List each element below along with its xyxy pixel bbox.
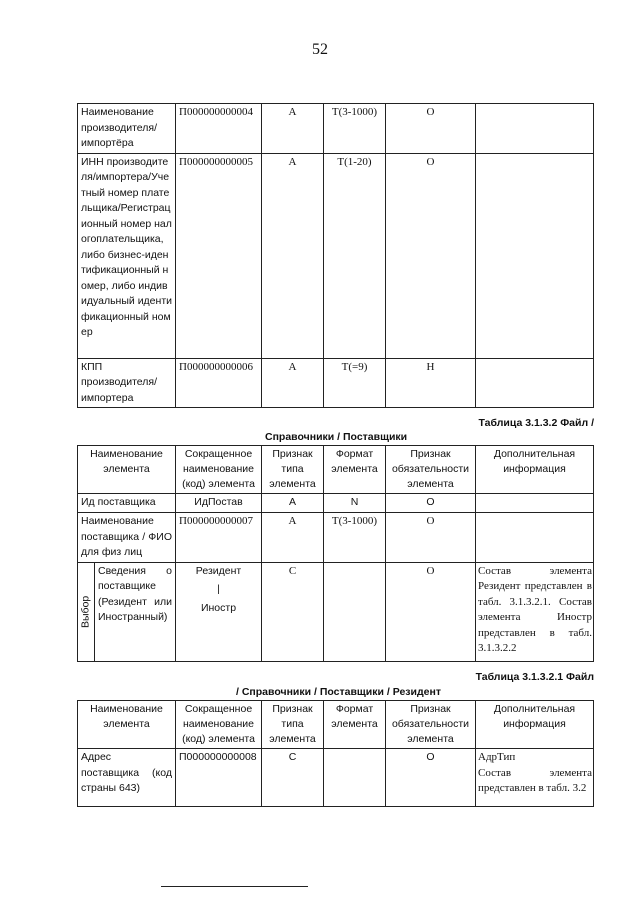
header-code: Сокращенное наименование (код) элемента — [176, 701, 262, 749]
info-type-reference: АдрТип — [478, 751, 516, 763]
element-name: Наименование поставщика / ФИО для физ лиц — [78, 513, 176, 563]
element-format — [324, 749, 386, 807]
header-info: Дополнительная информация — [476, 701, 594, 749]
element-name: Адрес поставщика (код страны 643) — [78, 749, 176, 807]
header-name: Наименование элемента — [78, 446, 176, 494]
element-code: П000000000005 — [176, 153, 262, 358]
element-code: П000000000007 — [176, 513, 262, 563]
element-format: T(1-20) — [324, 153, 386, 358]
choice-option-resident: Резидент — [195, 564, 242, 577]
element-code: П000000000006 — [176, 358, 262, 408]
element-name: Ид поставщика — [78, 494, 176, 513]
table-row — [78, 562, 594, 661]
element-info: Состав элемента Резидент представлен в табл. 3.1.3.2.1. Состав элемента Иностр представлен в табл. 3.1.3.2.2 — [476, 562, 594, 661]
table-row — [78, 104, 594, 154]
element-required: О — [386, 494, 476, 513]
footnote-divider — [161, 886, 308, 887]
table-caption: Таблица 3.1.3.2 Файл / — [478, 417, 594, 429]
table-row — [78, 749, 594, 807]
element-code: П000000000004 — [176, 104, 262, 154]
table-continuation — [77, 103, 594, 408]
element-info — [476, 358, 594, 408]
element-type: С — [262, 749, 324, 807]
element-type: А — [262, 358, 324, 408]
choice-label: Выбор — [78, 562, 95, 661]
element-format — [324, 562, 386, 661]
element-required: О — [386, 562, 476, 661]
element-info — [476, 494, 594, 513]
header-type: Признак типа элемента — [262, 446, 324, 494]
choice-option-foreign: Иностр — [200, 601, 237, 614]
header-info: Дополнительная информация — [476, 446, 594, 494]
table-resident — [77, 700, 594, 807]
page-number: 52 — [312, 41, 328, 58]
element-required: О — [386, 104, 476, 154]
table-row — [78, 153, 594, 358]
element-info — [476, 513, 594, 563]
element-format: T(=9) — [324, 358, 386, 408]
element-type: А — [262, 104, 324, 154]
element-format: T(3-1000) — [324, 513, 386, 563]
element-type: А — [262, 513, 324, 563]
element-format: T(3-1000) — [324, 104, 386, 154]
element-code: П000000000008 — [176, 749, 262, 807]
element-required: Н — [386, 358, 476, 408]
table-suppliers — [77, 445, 594, 662]
element-type: С — [262, 562, 324, 661]
table-header — [78, 701, 594, 749]
element-name: Наименование производителя/импортёра — [78, 104, 176, 154]
element-required: О — [386, 513, 476, 563]
element-info — [476, 104, 594, 154]
element-code — [176, 562, 262, 661]
element-name: КПП производителя/импортера — [78, 358, 176, 408]
element-code: ИдПостав — [176, 494, 262, 513]
element-info — [476, 153, 594, 358]
table-row — [78, 358, 594, 408]
element-name: ИНН производителя/импортера/Учетный номер плательщика/Регистрационный номер налогоплательщика, либо бизнес-идентификационный номер, либо индивидуальный идентификационный номер — [78, 153, 176, 358]
header-code: Сокращенное наименование (код) элемента — [176, 446, 262, 494]
header-required: Признак обязательности элемента — [386, 701, 476, 749]
element-info — [476, 749, 594, 807]
table-header — [78, 446, 594, 494]
element-type: А — [262, 153, 324, 358]
table-row — [78, 513, 594, 563]
header-required: Признак обязательности элемента — [386, 446, 476, 494]
table-row — [78, 494, 594, 513]
choice-separator: | — [217, 583, 220, 595]
element-format: N — [324, 494, 386, 513]
element-name: Сведения о поставщике (Резидент или Иностранный) — [95, 562, 176, 661]
element-required: О — [386, 153, 476, 358]
header-type: Признак типа элемента — [262, 701, 324, 749]
table-caption: Таблица 3.1.3.2.1 Файл — [475, 671, 594, 683]
info-composition: Состав элемента представлен в табл. 3.2 — [478, 766, 592, 794]
header-format: Формат элемента — [324, 446, 386, 494]
table-caption-subtitle: / Справочники / Поставщики / Резидент — [236, 686, 441, 698]
table-caption-subtitle: Справочники / Поставщики — [265, 431, 408, 443]
header-name: Наименование элемента — [78, 701, 176, 749]
element-type: А — [262, 494, 324, 513]
element-required: О — [386, 749, 476, 807]
header-format: Формат элемента — [324, 701, 386, 749]
